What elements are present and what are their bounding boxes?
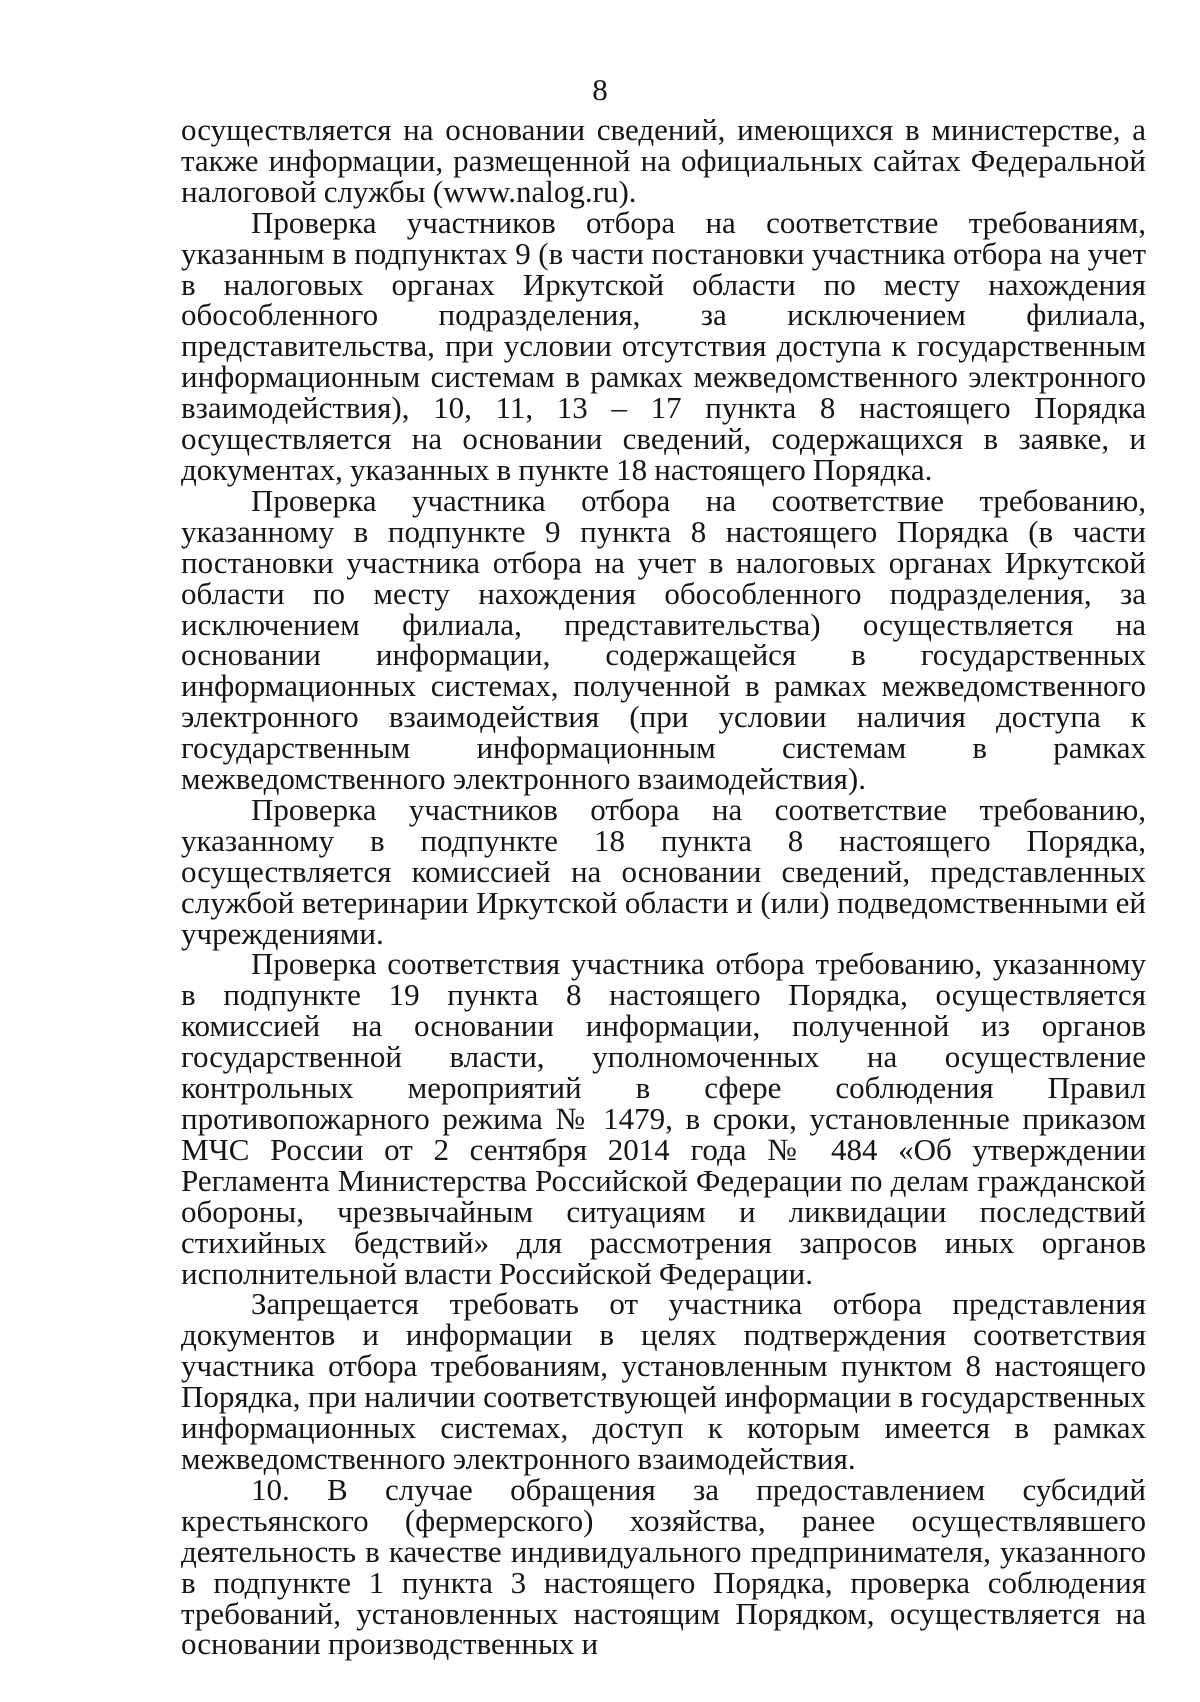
paragraph-check-veterinary: Проверка участников отбора на соответствие требованию, указанному в подпункте 18 пункта 8 настоящего Порядка, осуществляется комиссией на основании сведений, представленных службой ветеринарии Иркутской области и (или) подведомственными ей учреждениями.	[181, 791, 1146, 951]
paragraph-check-fire-safety: Проверка соответствия участника отбора требованию, указанному в подпункте 19 пункта 8 настоящего Порядка, осуществляется комиссией на основании информации, полученной из органов государственной власти, уполномоченных на осуществление контрольных мероприятий в сфере соблюдения Правил противопожарного режима № 1479, в сроки, установленные приказом МЧС России от 2 сентября 2014 года № 484 «Об утверждении Регламента Министерства Российской Федерации по делам гражданской обороны, чрезвычайным ситуациям и ликвидации последствий стихийных бедствий» для рассмотрения запросов иных органов исполнительной власти Российской Федерации.	[181, 946, 1146, 1291]
paragraph-continuation: осуществляется на основании сведений, имеющихся в министерстве, а также информации, размещенной на официальных сайтах Федеральной налоговой службы (www.nalog.ru).	[181, 112, 1146, 209]
document-body	[181, 112, 1146, 1662]
paragraph-prohibition: Запрещается требовать от участника отбора представления документов и информации в целях подтверждения соответствия участника отбора требованиям, установленным пунктом 8 настоящего Порядка, при наличии соответствующей информации в государственных информационных системах, доступ к которым имеется в рамках межведомственного электронного взаимодействия.	[181, 1286, 1146, 1476]
page-number: 8	[592, 72, 608, 107]
paragraph-item-10: 10. В случае обращения за предоставлением субсидий крестьянского (фермерского) хозяйства, ранее осуществлявшего деятельность в качестве индивидуального предпринимателя, указанного в подпункте 1 пункта 3 настоящего Порядка, проверка соблюдения требований, установленных настоящим Порядком, осуществляется на основании производственных и	[181, 1471, 1146, 1662]
paragraph-check-tax-registration: Проверка участника отбора на соответствие требованию, указанному в подпункте 9 пункта 8 настоящего Порядка (в части постановки участника отбора на учет в налоговых органах Иркутской области по месту нахождения обособленного подразделения, за исключением филиала, представительства) осуществляется на основании информации, содержащейся в государственных информационных системах, полученной в рамках межведомственного электронного взаимодействия (при условии наличия доступа к государственным информационным системам в рамках межведомственного электронного взаимодействия).	[181, 482, 1146, 797]
paragraph-check-requirements: Проверка участников отбора на соответствие требованиям, указанным в подпунктах 9 (в части постановки участника отбора на учет в налоговых органах Иркутской области по месту нахождения обособленного подразделения, за исключением филиала, представительства, при условии отсутствия доступа к государственным информационным системам в рамках межведомственного электронного взаимодействия), 10, 11, 13 – 17 пункта 8 настоящего Порядка осуществляется на основании сведений, содержащихся в заявке, и документах, указанных в пункте 18 настоящего Порядка.	[181, 204, 1146, 487]
